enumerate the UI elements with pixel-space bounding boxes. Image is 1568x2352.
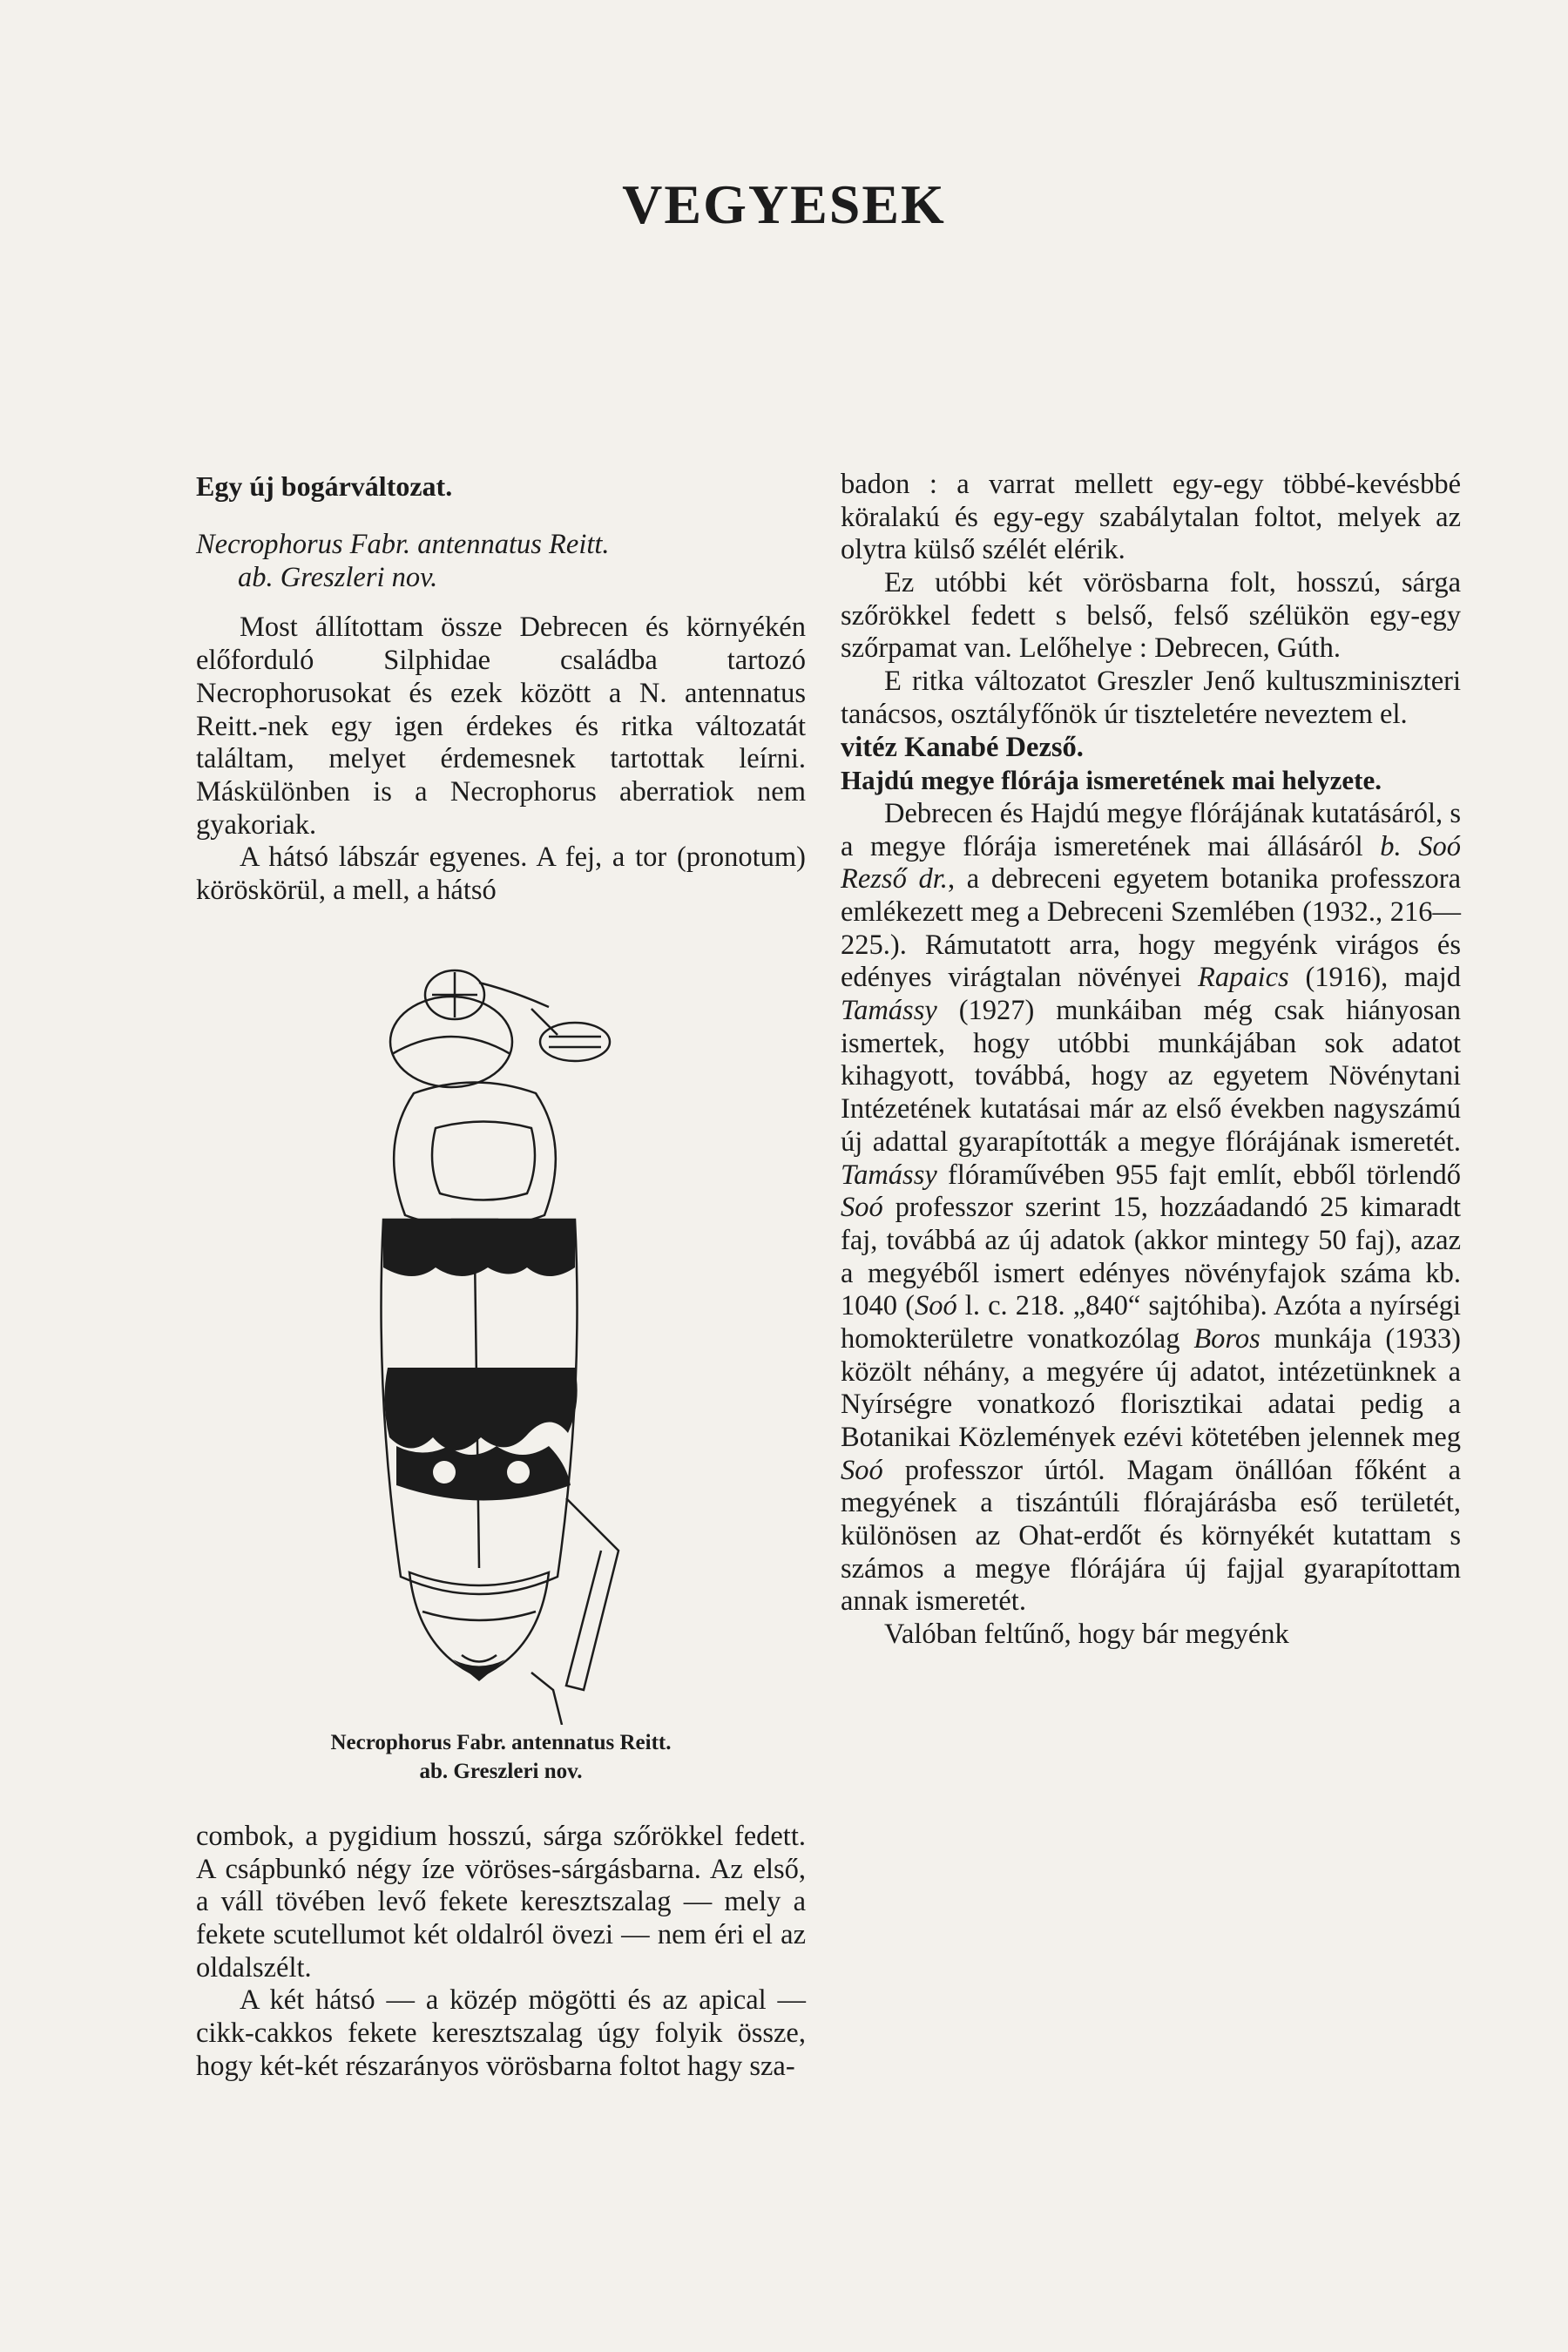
species-line1: Necrophorus Fabr. antennatus Reitt.	[196, 529, 610, 561]
article1-paragraph: Ez utóbbi két vörösbarna folt, hosszú, sárga szőrökkel fedett s belső, felső szélükön egy-egy szőrpamat van. Lelőhelye : Debrecen, Gúth.	[841, 567, 1461, 665]
text-run: flóraművében 955 fajt említ, ebből törlendő	[936, 1159, 1461, 1191]
text-run: Tamássy	[841, 995, 937, 1027]
beetle-illustration	[348, 958, 679, 1725]
article2-heading: Hajdú megye flórája ismeretének mai helyzete.	[841, 765, 1382, 796]
text-run: b. Soó Rezső dr.	[841, 830, 1462, 896]
right-column	[841, 469, 1461, 1652]
beetle-drawing	[348, 958, 679, 1725]
signature: vitéz Kanabé Dezső.	[841, 731, 1084, 763]
figure-caption	[196, 1729, 806, 1786]
article1-paragraph: combok, a pygidium hosszú, sárga szőrökkel fedett. A csápbunkó négy íze vöröses-sárgásbarna. Az első, a váll tövében levő fekete keresztszalag — mely a fekete scutellumot két oldalról övezi — nem éri el az oldalszélt.	[196, 1821, 806, 1984]
article1-paragraph: badon : a varrat mellett egy-egy többé-kevésbbé köralakú és egy-egy szabálytalan foltot, melyek az olytra külső szélét elérik.	[841, 469, 1461, 566]
species-name	[196, 529, 806, 594]
text-run: munkája (1933) közölt néhány, a megyére új adatot, intézetünknek a Nyírségre vonatkozó florisztikai adatai pedig a Botanikai Közlemények ezévi kötetében jelennek meg	[841, 1322, 1461, 1453]
text-run: Tamássy	[841, 1159, 937, 1191]
page-title: VEGYESEK	[622, 173, 946, 235]
text-run: professzor szerint 15, hozzáadandó 25 kimaradt faj, továbbá az új adatok (akkor mintegy 50 faj), azaz a megyéből ismert edényes növényfajok száma kb. 1040 (	[841, 1192, 1461, 1322]
text-run: Soó	[914, 1290, 957, 1322]
species-line2: ab. Greszleri nov.	[238, 561, 438, 593]
text-run: professzor úrtól. Magam önállóan főként a megyének a tiszántúli flórajárásba eső területét, különösen az Ohat-erdőt és környékét kutattam s számos a megye flórájára új fajjal gyarapítottam annak ismeretét.	[841, 1454, 1461, 1618]
left-column-top	[196, 470, 806, 908]
article1-paragraph: A hátsó lábszár egyenes. A fej, a tor (pronotum) köröskörül, a mell, a hátsó	[196, 841, 806, 906]
article2-paragraph	[841, 798, 1461, 1619]
article2-paragraph: Valóban feltűnő, hogy bár megyénk	[884, 1619, 1289, 1651]
article1-paragraph: E ritka változatot Greszler Jenő kultuszminiszteri tanácsos, osztályfőnök úr tiszteletére neveztem el.	[841, 666, 1461, 730]
left-column-bottom	[196, 1821, 806, 2084]
caption-line2: ab. Greszleri nov.	[419, 1759, 583, 1783]
caption-line1: Necrophorus Fabr. antennatus Reitt.	[330, 1731, 672, 1754]
text-run: Soó	[841, 1454, 883, 1486]
article1-heading: Egy új bogárváltozat.	[196, 470, 453, 502]
article1-paragraph: A két hátsó — a közép mögötti és az apical — cikk-cakkos fekete keresztszalag úgy folyik össze, hogy két-két részarányos vörösbarna foltot hagy sza-	[196, 1984, 806, 2082]
text-run: l. c. 218. „840“ sajtóhiba). Azóta a nyírségi homokterületre vonatkozólag	[841, 1290, 1461, 1355]
text-run: (1916), majd	[1288, 962, 1461, 994]
text-run: Debrecen és Hajdú megye flórájának kutatásáról, s a megye flórája ismeretének mai állásáról	[841, 797, 1461, 862]
text-run: (1927) munkáiban még csak hiányosan ismertek, hogy utóbbi munkájában sok adatot kihagyott, továbbá, hogy az egyetem Növénytani Intézetének kutatásai már az első években nagyszámú új adattal gyarapították a megye flórájának ismeretét.	[841, 995, 1461, 1158]
article1-paragraph: Most állítottam össze Debrecen és környékén előforduló Silphidae családba tartozó Necrophorusokat és ezek között a N. antennatus Reitt.-nek egy igen érdekes és ritka változatát találtam, melyet érdemesnek tartottak leírni. Máskülönben is a Necrophorus aberratiok nem gyakoriak.	[196, 612, 806, 841]
text-run: Boros	[1193, 1322, 1260, 1355]
text-run: , a debreceni egyetem botanika professzora emlékezett meg a Debreceni Szemlében (1932., 216—225.). Rámutatott arra, hogy megyénk virágos és edényes virágtalan növényei	[841, 863, 1461, 994]
text-run: Rapaics	[1198, 962, 1289, 994]
text-run: Soó	[841, 1192, 883, 1224]
